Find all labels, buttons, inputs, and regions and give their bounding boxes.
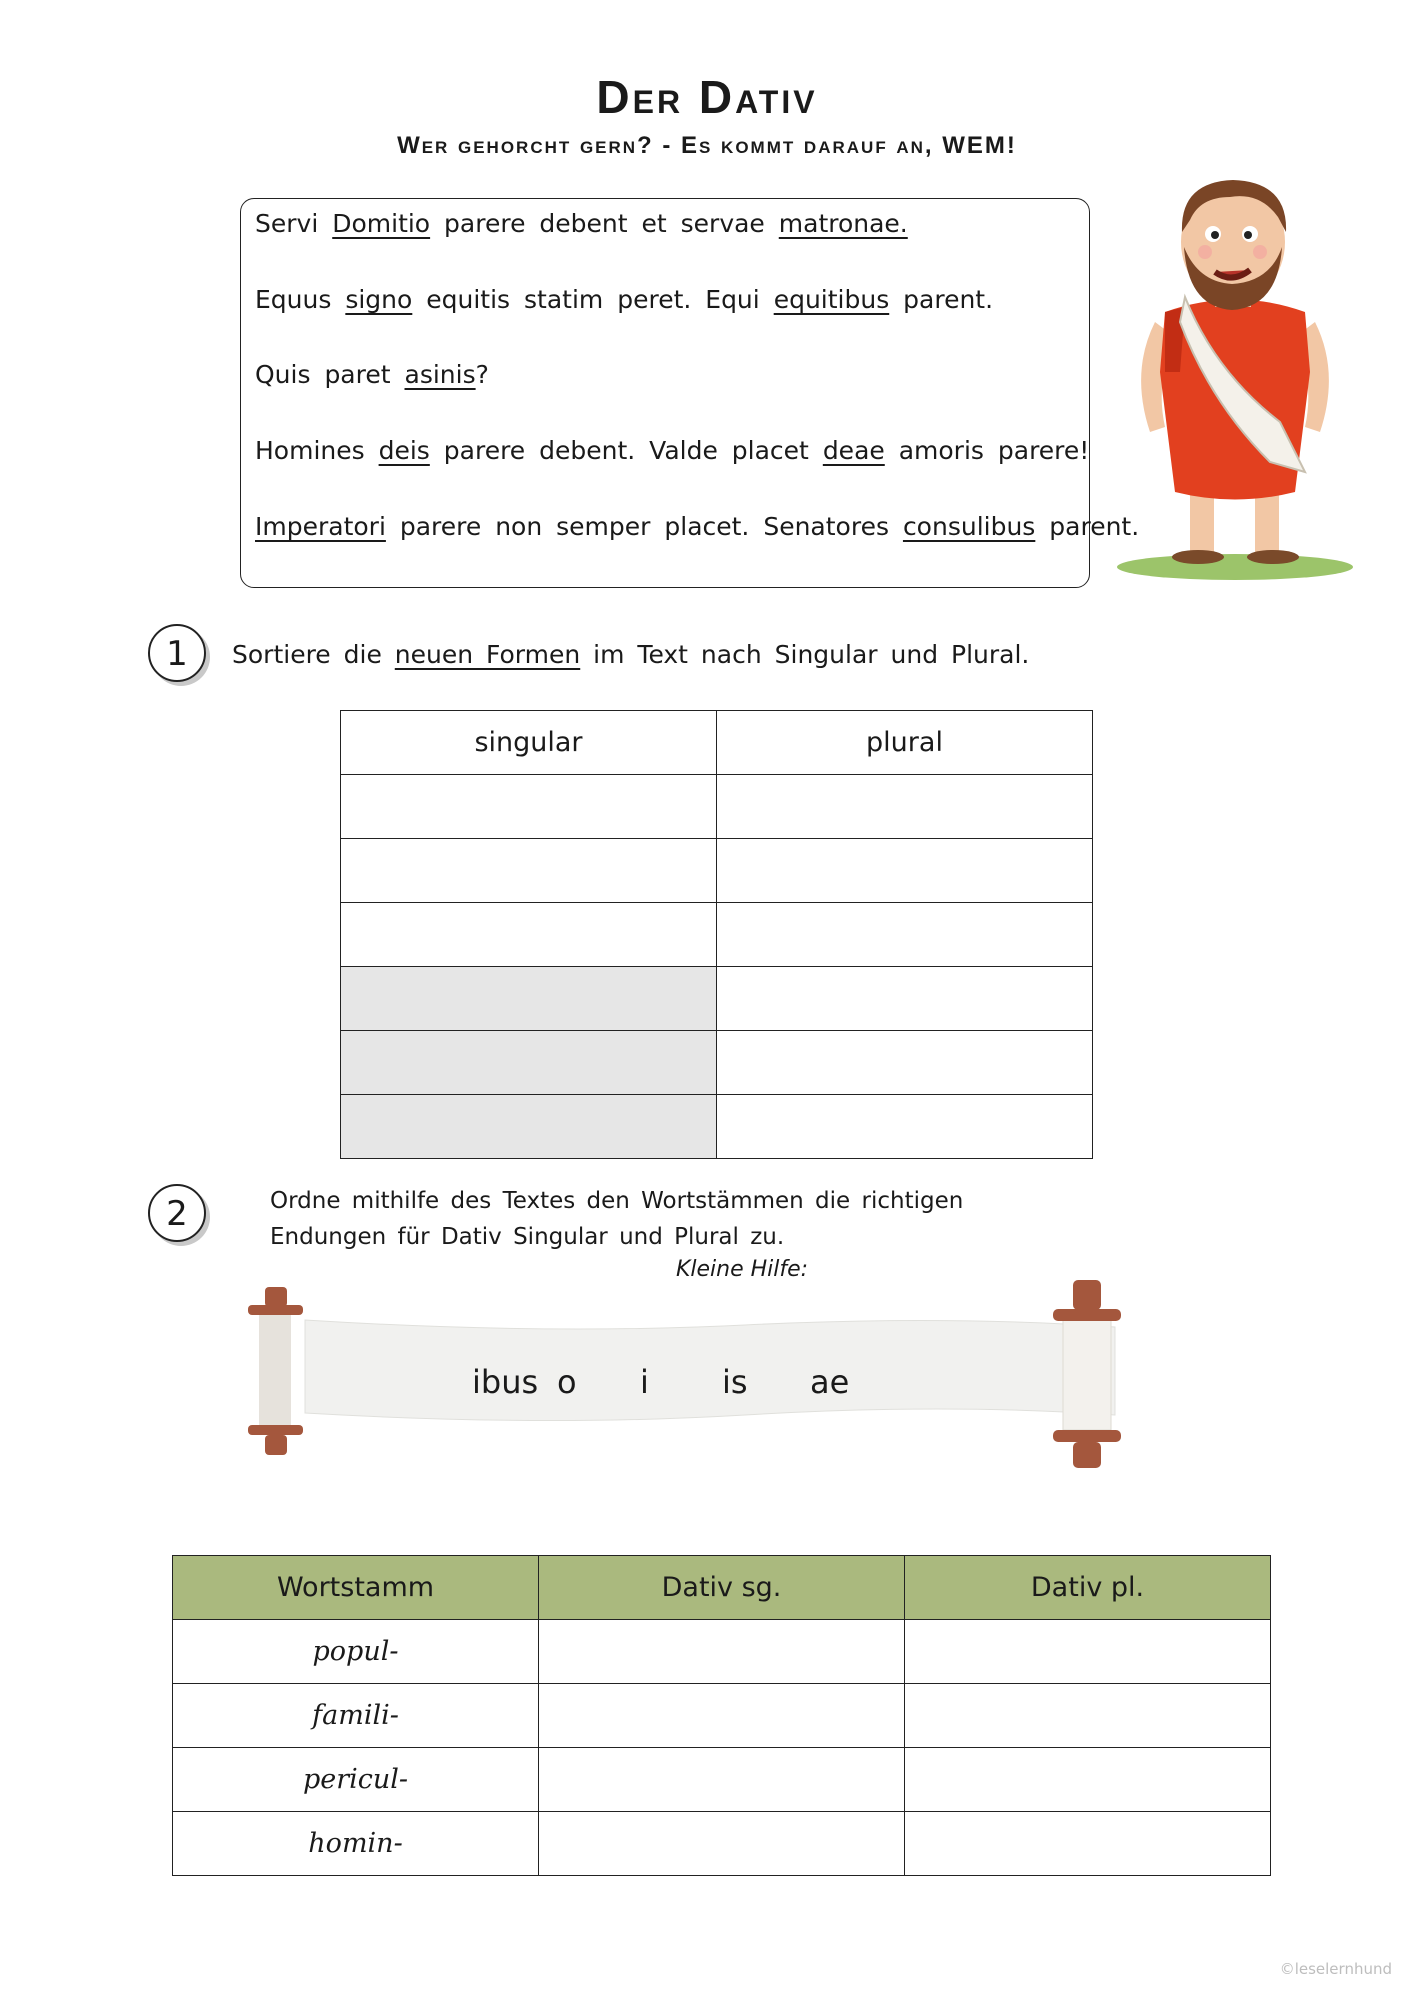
page-subtitle: Wer gehorcht gern? - Es kommt darauf an, WEM!: [397, 132, 1017, 159]
text-line: [255, 360, 489, 389]
header-wortstamm: Wortstamm: [173, 1556, 539, 1620]
shaded-cell: [341, 967, 717, 1031]
text-line: [255, 285, 993, 314]
exercise-number-2: 2: [148, 1184, 206, 1242]
underlined-word: deis: [378, 436, 430, 465]
text-segment: parent.: [1035, 512, 1140, 541]
underlined-word: matronae.: [778, 209, 908, 238]
answer-cell[interactable]: [341, 775, 717, 839]
text-line: [255, 512, 1139, 541]
stem-cell: pericul-: [173, 1748, 539, 1812]
answer-cell[interactable]: [717, 775, 1093, 839]
scroll-illustration: [245, 1275, 1175, 1470]
header-singular: singular: [341, 711, 717, 775]
sort-table: [340, 710, 1093, 1159]
instruction-text: im Text nach Singular und Plural.: [580, 640, 1030, 669]
text-line: [255, 209, 908, 238]
underlined-word: signo: [345, 285, 413, 314]
text-segment: Servi: [255, 209, 333, 238]
text-segment: Equus: [255, 285, 346, 314]
underlined-word: deae: [822, 436, 885, 465]
text-segment: parere debent. Valde placet: [429, 436, 823, 465]
header-dativ-sg: Dativ sg.: [539, 1556, 905, 1620]
underlined-word: equitibus: [773, 285, 890, 314]
ending-i: i: [640, 1363, 649, 1401]
text-line: [255, 436, 1089, 465]
answer-cell[interactable]: [717, 839, 1093, 903]
ending-ibus: ibus: [472, 1363, 539, 1401]
underlined-word: consulibus: [902, 512, 1036, 541]
ending-is: is: [722, 1363, 748, 1401]
text-segment: equitis statim peret. Equi: [412, 285, 774, 314]
stem-cell: popul-: [173, 1620, 539, 1684]
page-title: Der Dativ: [596, 71, 818, 123]
answer-cell[interactable]: [905, 1684, 1271, 1748]
hint-label: Kleine Hilfe:: [675, 1257, 809, 1282]
text-segment: parere debent et servae: [430, 209, 779, 238]
underlined-word: Domitio: [332, 209, 431, 238]
text-segment: parent.: [889, 285, 994, 314]
answer-cell[interactable]: [905, 1620, 1271, 1684]
answer-cell[interactable]: [717, 1031, 1093, 1095]
answer-cell[interactable]: [539, 1684, 905, 1748]
answer-cell[interactable]: [905, 1812, 1271, 1876]
ending-o: o: [557, 1363, 577, 1401]
answer-cell[interactable]: [905, 1748, 1271, 1812]
text-segment: amoris parere!: [884, 436, 1090, 465]
shaded-cell: [341, 1095, 717, 1159]
text-segment: ?: [475, 360, 489, 389]
instruction-underlined: neuen Formen: [394, 640, 581, 669]
dative-table: [172, 1555, 1271, 1876]
text-segment: Homines: [255, 436, 379, 465]
text-segment: Quis paret: [255, 360, 405, 389]
answer-cell[interactable]: [341, 903, 717, 967]
ending-ae: ae: [810, 1363, 850, 1401]
stem-cell: famili-: [173, 1684, 539, 1748]
answer-cell[interactable]: [341, 839, 717, 903]
text-segment: parere non semper placet. Senatores: [385, 512, 903, 541]
underlined-word: asinis: [404, 360, 476, 389]
stem-cell: homin-: [173, 1812, 539, 1876]
exercise1-instruction: [232, 640, 1029, 669]
header-dativ-pl: Dativ pl.: [905, 1556, 1271, 1620]
header-plural: plural: [717, 711, 1093, 775]
answer-cell[interactable]: [717, 967, 1093, 1031]
answer-cell[interactable]: [539, 1812, 905, 1876]
roman-man-illustration: [1110, 172, 1360, 592]
answer-cell[interactable]: [717, 903, 1093, 967]
answer-cell[interactable]: [539, 1620, 905, 1684]
exercise-number-1: 1: [148, 624, 206, 682]
answer-cell[interactable]: [539, 1748, 905, 1812]
exercise2-instruction: Ordne mithilfe des Textes den Wortstämmen die richtigen Endungen für Dativ Singular und Plural zu.: [270, 1188, 964, 1250]
latin-text-box: [240, 198, 1140, 588]
underlined-word: Imperatori: [255, 512, 386, 541]
instruction-text: Sortiere die: [232, 640, 395, 669]
copyright-label: ©leselernhund: [1279, 1960, 1392, 1978]
shaded-cell: [341, 1031, 717, 1095]
answer-cell[interactable]: [717, 1095, 1093, 1159]
